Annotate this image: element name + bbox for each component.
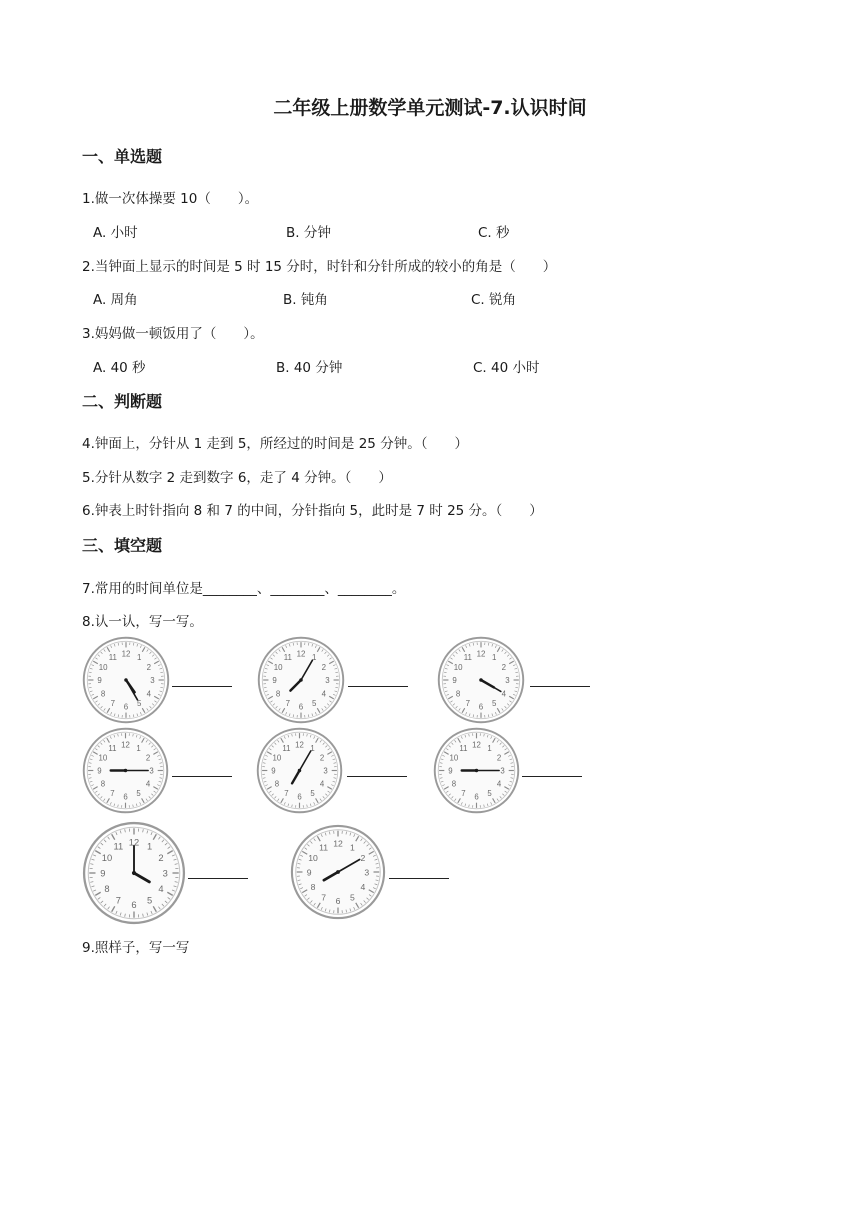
question-6: 6.钟表上时针指向 8 和 7 的中间，分针指向 5，此时是 7 时 25 分。（ ） — [82, 503, 543, 519]
clock-numeral: 12 — [128, 837, 140, 848]
clock-numeral: 4 — [146, 689, 152, 699]
clock-numeral: 2 — [319, 753, 325, 763]
clock-numeral: 6 — [335, 896, 341, 907]
clock-numeral: 12 — [296, 649, 306, 659]
clock-numeral: 1 — [311, 653, 317, 663]
clock-numeral: 9 — [448, 766, 453, 776]
clock-numeral: 6 — [297, 792, 302, 802]
clock-3 — [437, 636, 525, 724]
clock-numeral: 2 — [501, 662, 507, 672]
question-2: 2.当钟面上显示的时间是 5 时 15 分时，时针和分针所成的较小的角是（ ） — [82, 259, 557, 275]
clock-numeral: 3 — [149, 766, 154, 776]
clock-numeral: 1 — [487, 743, 492, 753]
clock-center — [124, 678, 128, 682]
q3-option-c: C. 40 小时 — [473, 360, 540, 376]
answer-blank-5[interactable] — [347, 776, 407, 777]
clock-face-svg — [82, 727, 169, 814]
clock-numeral: 3 — [505, 676, 510, 686]
clock-numeral: 4 — [319, 779, 325, 789]
clock-numeral: 5 — [136, 698, 142, 708]
clock-numeral: 1 — [136, 653, 142, 663]
answer-blank-1[interactable] — [172, 686, 232, 687]
clock-numeral: 3 — [500, 766, 505, 776]
clock-5 — [256, 727, 343, 814]
clock-numeral: 1 — [146, 841, 153, 852]
clock-numeral: 7 — [284, 789, 289, 799]
clock-numeral: 4 — [496, 779, 502, 789]
clock-numeral: 5 — [487, 789, 492, 799]
answer-blank-4[interactable] — [172, 776, 232, 777]
question-4: 4.钟面上，分针从 1 走到 5，所经过的时间是 25 分钟。（ ） — [82, 436, 468, 452]
clock-numeral: 5 — [310, 789, 315, 799]
q1-option-a: A. 小时 — [93, 225, 138, 241]
clock-numeral: 11 — [113, 841, 124, 852]
clock-numeral: 12 — [121, 649, 131, 659]
clock-numeral: 2 — [360, 852, 366, 863]
q2-option-a: A. 周角 — [93, 292, 138, 308]
clock-numeral: 6 — [298, 702, 304, 712]
clock-numeral: 8 — [310, 881, 316, 892]
q3-option-b: B. 40 分钟 — [276, 360, 343, 376]
clock-numeral: 12 — [295, 740, 304, 750]
clock-8 — [290, 824, 386, 920]
clock-numeral: 5 — [350, 892, 355, 903]
clock-numeral: 10 — [453, 662, 463, 672]
clock-numeral: 7 — [461, 789, 466, 799]
clock-numeral: 10 — [273, 662, 283, 672]
clock-numeral: 7 — [110, 789, 115, 799]
q1-option-b: B. 分钟 — [286, 225, 331, 241]
section-heading-single-choice: 一、单选题 — [82, 147, 163, 166]
clock-numeral: 12 — [121, 740, 130, 750]
clock-numeral: 8 — [100, 689, 106, 699]
question-9: 9.照样子，写一写 — [82, 940, 190, 956]
clock-numeral: 8 — [451, 779, 457, 789]
clock-numeral: 12 — [476, 649, 486, 659]
answer-blank-6[interactable] — [522, 776, 582, 777]
clock-numeral: 9 — [97, 676, 102, 686]
clock-numeral: 7 — [321, 892, 326, 903]
clock-numeral: 10 — [98, 662, 108, 672]
clock-numeral: 2 — [496, 753, 502, 763]
clock-numeral: 8 — [100, 779, 106, 789]
clock-numeral: 2 — [158, 853, 164, 864]
question-3: 3.妈妈做一顿饭用了（ ）。 — [82, 326, 264, 342]
clock-center — [132, 871, 136, 875]
clock-numeral: 9 — [97, 766, 102, 776]
clock-numeral: 11 — [108, 743, 117, 753]
clock-face-svg — [437, 636, 525, 724]
q2-option-b: B. 钝角 — [283, 292, 328, 308]
clock-numeral: 11 — [319, 842, 329, 853]
clock-numeral: 11 — [463, 653, 472, 663]
clock-numeral: 4 — [321, 689, 327, 699]
clock-numeral: 10 — [449, 753, 459, 763]
clock-face-svg — [256, 727, 343, 814]
answer-blank-8[interactable] — [389, 878, 449, 879]
clock-center — [475, 769, 478, 772]
clock-numeral: 9 — [272, 676, 277, 686]
clock-numeral: 6 — [478, 702, 484, 712]
clock-7 — [82, 821, 186, 925]
clock-face-svg — [433, 727, 520, 814]
clock-numeral: 8 — [104, 884, 110, 895]
clock-face-svg — [82, 821, 186, 925]
answer-blank-7[interactable] — [188, 878, 248, 879]
question-7: 7.常用的时间单位是________、________、________。 — [82, 581, 406, 597]
clock-numeral: 3 — [364, 867, 370, 878]
clock-center — [479, 678, 483, 682]
clock-numeral: 10 — [308, 852, 318, 863]
clock-numeral: 7 — [110, 698, 116, 708]
clock-numeral: 6 — [131, 899, 137, 910]
clock-numeral: 4 — [360, 881, 366, 892]
clock-2 — [257, 636, 345, 724]
clock-numeral: 5 — [146, 895, 153, 906]
clock-numeral: 9 — [452, 676, 457, 686]
clock-numeral: 7 — [465, 698, 471, 708]
clock-numeral: 11 — [459, 743, 468, 753]
answer-blank-3[interactable] — [530, 686, 590, 687]
clock-numeral: 4 — [501, 689, 507, 699]
q1-option-c: C. 秒 — [478, 225, 510, 241]
question-5: 5.分针从数字 2 走到数字 6，走了 4 分钟。（ ） — [82, 470, 392, 486]
clock-numeral: 3 — [325, 676, 330, 686]
clock-face-svg — [257, 636, 345, 724]
clock-numeral: 9 — [100, 868, 106, 879]
clock-numeral: 8 — [274, 779, 280, 789]
clock-numeral: 5 — [491, 698, 497, 708]
clock-numeral: 12 — [472, 740, 481, 750]
clock-numeral: 11 — [108, 653, 117, 663]
page-title: 二年级上册数学单元测试-7.认识时间 — [273, 97, 587, 119]
clock-numeral: 12 — [333, 838, 343, 849]
clock-center — [124, 769, 127, 772]
clock-numeral: 2 — [145, 753, 151, 763]
question-1: 1.做一次体操要 10（ ）。 — [82, 191, 259, 207]
clock-numeral: 11 — [283, 653, 292, 663]
clock-1 — [82, 636, 170, 724]
clock-numeral: 11 — [282, 743, 291, 753]
clock-numeral: 3 — [162, 868, 168, 879]
answer-blank-2[interactable] — [348, 686, 408, 687]
q3-option-a: A. 40 秒 — [93, 360, 146, 376]
question-8: 8.认一认，写一写。 — [82, 614, 203, 630]
clock-numeral: 10 — [101, 853, 113, 864]
clock-numeral: 9 — [271, 766, 276, 776]
clock-numeral: 1 — [310, 743, 315, 753]
clock-numeral: 7 — [115, 895, 122, 906]
clock-numeral: 1 — [350, 842, 355, 853]
clock-numeral: 4 — [145, 779, 151, 789]
clock-numeral: 3 — [323, 766, 328, 776]
q2-option-c: C. 锐角 — [471, 292, 517, 308]
clock-numeral: 6 — [123, 792, 128, 802]
clock-numeral: 3 — [150, 676, 155, 686]
clock-6 — [433, 727, 520, 814]
clock-numeral: 1 — [491, 653, 497, 663]
clock-numeral: 10 — [272, 753, 282, 763]
clock-center — [299, 678, 303, 682]
clock-numeral: 1 — [136, 743, 141, 753]
clock-numeral: 8 — [275, 689, 281, 699]
clock-numeral: 2 — [321, 662, 327, 672]
clock-4 — [82, 727, 169, 814]
clock-numeral: 5 — [136, 789, 141, 799]
clock-numeral: 4 — [158, 884, 164, 895]
clock-numeral: 8 — [455, 689, 461, 699]
clock-numeral: 2 — [146, 662, 152, 672]
clock-numeral: 7 — [285, 698, 291, 708]
clock-face-svg — [290, 824, 386, 920]
section-heading-true-false: 二、判断题 — [82, 392, 163, 411]
clock-numeral: 6 — [474, 792, 479, 802]
clock-numeral: 9 — [306, 867, 312, 878]
section-heading-fill-blank: 三、填空题 — [82, 536, 163, 555]
clock-center — [336, 870, 340, 874]
clock-face-svg — [82, 636, 170, 724]
clock-center — [298, 769, 301, 772]
clock-numeral: 10 — [98, 753, 108, 763]
clock-numeral: 6 — [123, 702, 129, 712]
clock-numeral: 5 — [311, 698, 317, 708]
